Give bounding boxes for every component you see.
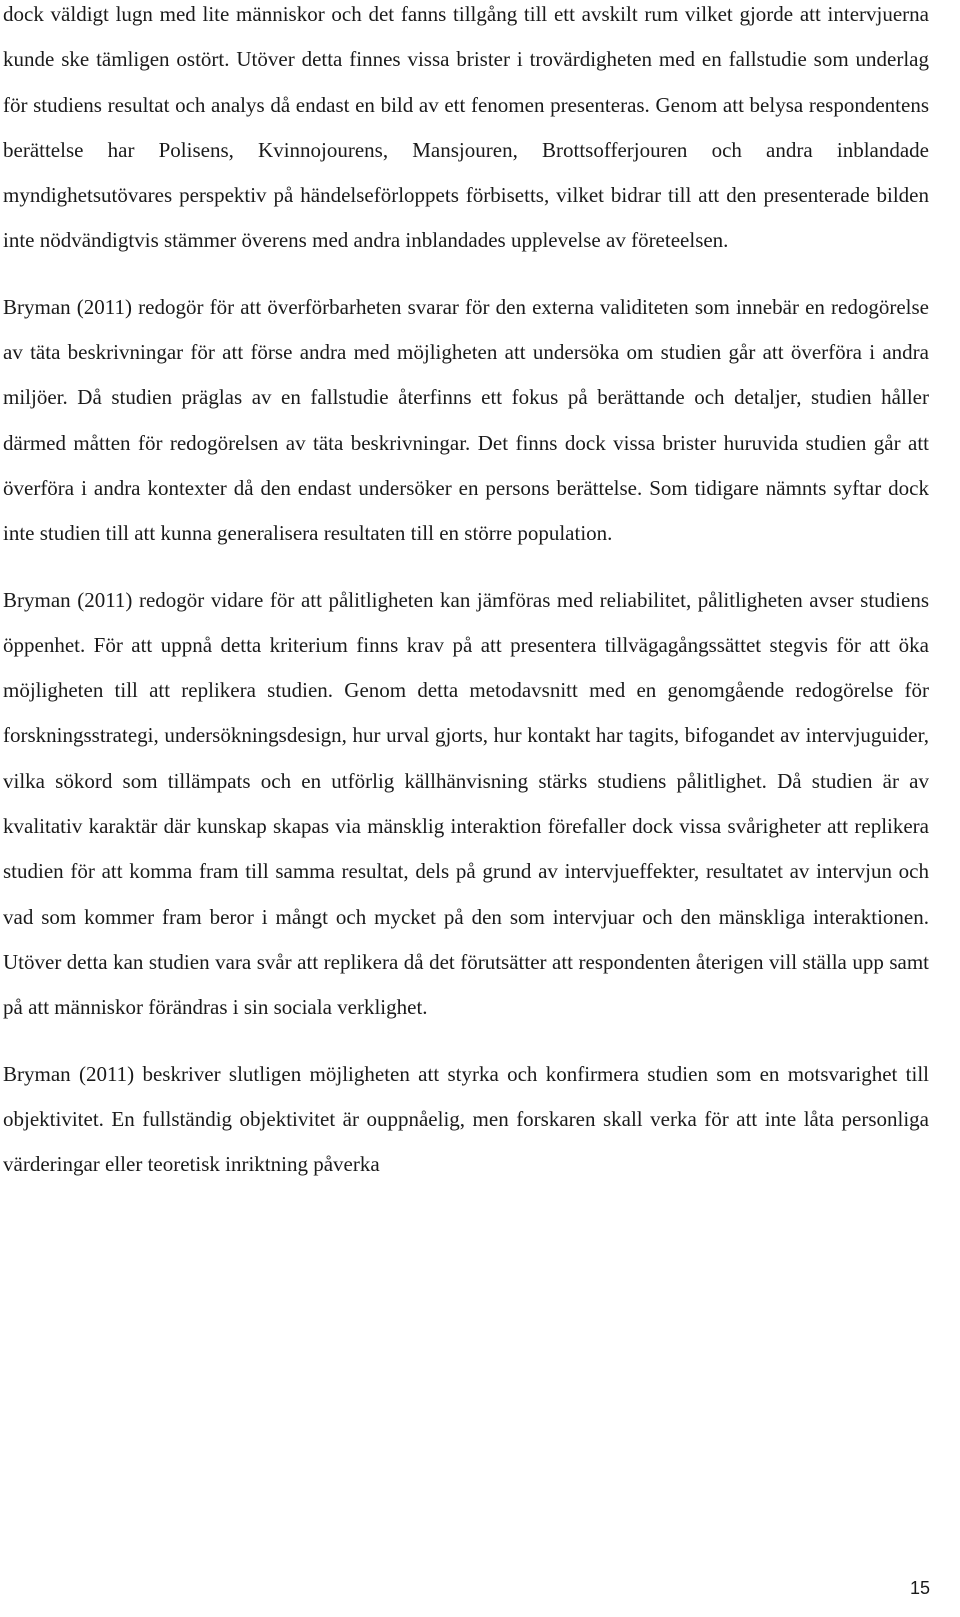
paragraph-trustworthiness: dock väldigt lugn med lite människor och det fanns tillgång till ett avskilt rum vilket gjorde att intervjuerna kunde ske tämligen ostört. Utöver detta finnes vissa brister i trovärdigheten med en fallstudie som underlag för studiens resultat och analys då endast en bild av ett fenomen presenteras. Genom att belysa respondentens berättelse har Polisens, Kvinnojourens, Mansjouren, Brottsofferjouren och andra inblandade myndighetsutövares perspektiv på händelseförloppets förbisetts, vilket bidrar till att den presenterade bilden inte nödvändigtvis stämmer överens med andra inblandades upplevelse av företeelsen. <box>3 2 929 253</box>
paragraph-transferability: Bryman (2011) redogör för att överförbarheten svarar för den externa validiteten som innebär en redogörelse av täta beskrivningar för att förse andra med möjligheten att undersöka om studien går att överföra i andra miljöer. Då studien präglas av en fallstudie återfinns ett fokus på berättande och detaljer, studien håller därmed måtten för redogörelsen av täta beskrivningar. Det finns dock vissa brister huruvida studien går att överföra i andra kontexter då den endast undersöker en persons berättelse. Som tidigare nämnts syftar dock inte studien till att kunna generalisera resultaten till en större population. <box>3 294 929 546</box>
page-number: 15 <box>909 1578 930 1598</box>
body-text <box>3 0 929 1187</box>
paragraph-dependability: Bryman (2011) redogör vidare för att pålitligheten kan jämföras med reliabilitet, pålitligheten avser studiens öppenhet. För att uppnå detta kriterium finns krav på att presentera tillvägagångssättet stegvis för att öka möjligheten till att replikera studien. Genom detta metodavsnitt med en genomgående redogörelse för forskningsstrategi, undersökningsdesign, hur urval gjorts, hur kontakt har tagits, bifogandet av intervjuguider, vilka sökord som tillämpats och en utförlig källhänvisning stärks studiens pålitlighet. Då studien är av kvalitativ karaktär där kunskap skapas via mänsklig interaktion förefaller dock vissa svårigheter att replikera studien för att komma fram till samma resultat, dels på grund av intervjueffekter, resultatet av intervjun och vad som kommer fram beror i mångt och mycket på den som intervjuar och den mänskliga interaktionen. Utöver detta kan studien vara svår att replikera då det förutsätter att respondenten återigen vill ställa upp samt på att människor förändras i sin sociala verklighet. <box>3 587 929 1020</box>
paragraph-confirmability: Bryman (2011) beskriver slutligen möjligheten att styrka och konfirmera studien som en motsvarighet till objektivitet. En fullständig objektivitet är ouppnåelig, men forskaren skall verka för att inte låta personliga värderingar eller teoretisk inriktning påverka <box>3 1061 929 1177</box>
